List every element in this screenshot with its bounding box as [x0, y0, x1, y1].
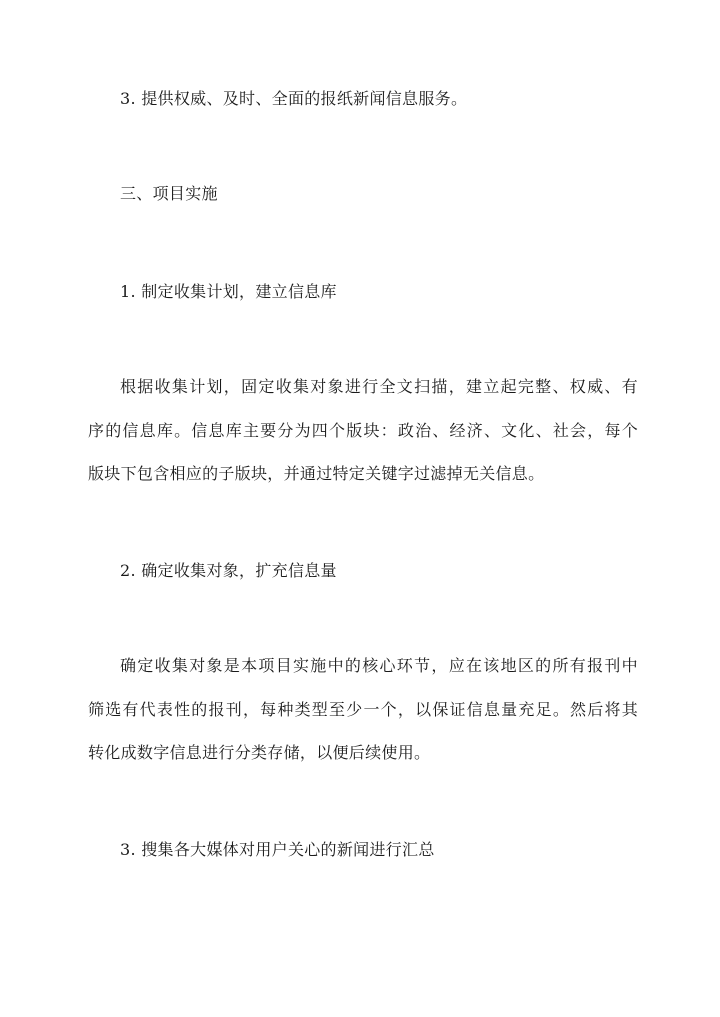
step-2-paragraph-line-1: 确定收集对象是本项目实施中的核心环节，应在该地区的所有报刊中: [120, 656, 638, 675]
goal-item-3: 3. 提供权威、及时、全面的报纸新闻信息服务。: [120, 89, 468, 108]
step-1-heading: 1. 制定收集计划，建立信息库: [120, 282, 337, 301]
section-heading-implementation: 三、项目实施: [120, 184, 218, 203]
step-1-paragraph-line-1: 根据收集计划，固定收集对象进行全文扫描，建立起完整、权威、有: [120, 377, 638, 396]
step-3-heading: 3. 搜集各大媒体对用户关心的新闻进行汇总: [120, 840, 435, 859]
step-1-paragraph-line-3: 版块下包含相应的子版块，并通过特定关键字过滤掉无关信息。: [88, 464, 545, 483]
step-2-heading: 2. 确定收集对象，扩充信息量: [120, 561, 337, 580]
step-1-paragraph-line-2: 序的信息库。信息库主要分为四个版块：政治、经济、文化、社会，每个: [88, 421, 638, 440]
step-2-paragraph-line-2: 筛选有代表性的报刊，每种类型至少一个，以保证信息量充足。然后将其: [88, 700, 638, 719]
step-2-paragraph-line-3: 转化成数字信息进行分类存储，以便后续使用。: [88, 743, 431, 762]
